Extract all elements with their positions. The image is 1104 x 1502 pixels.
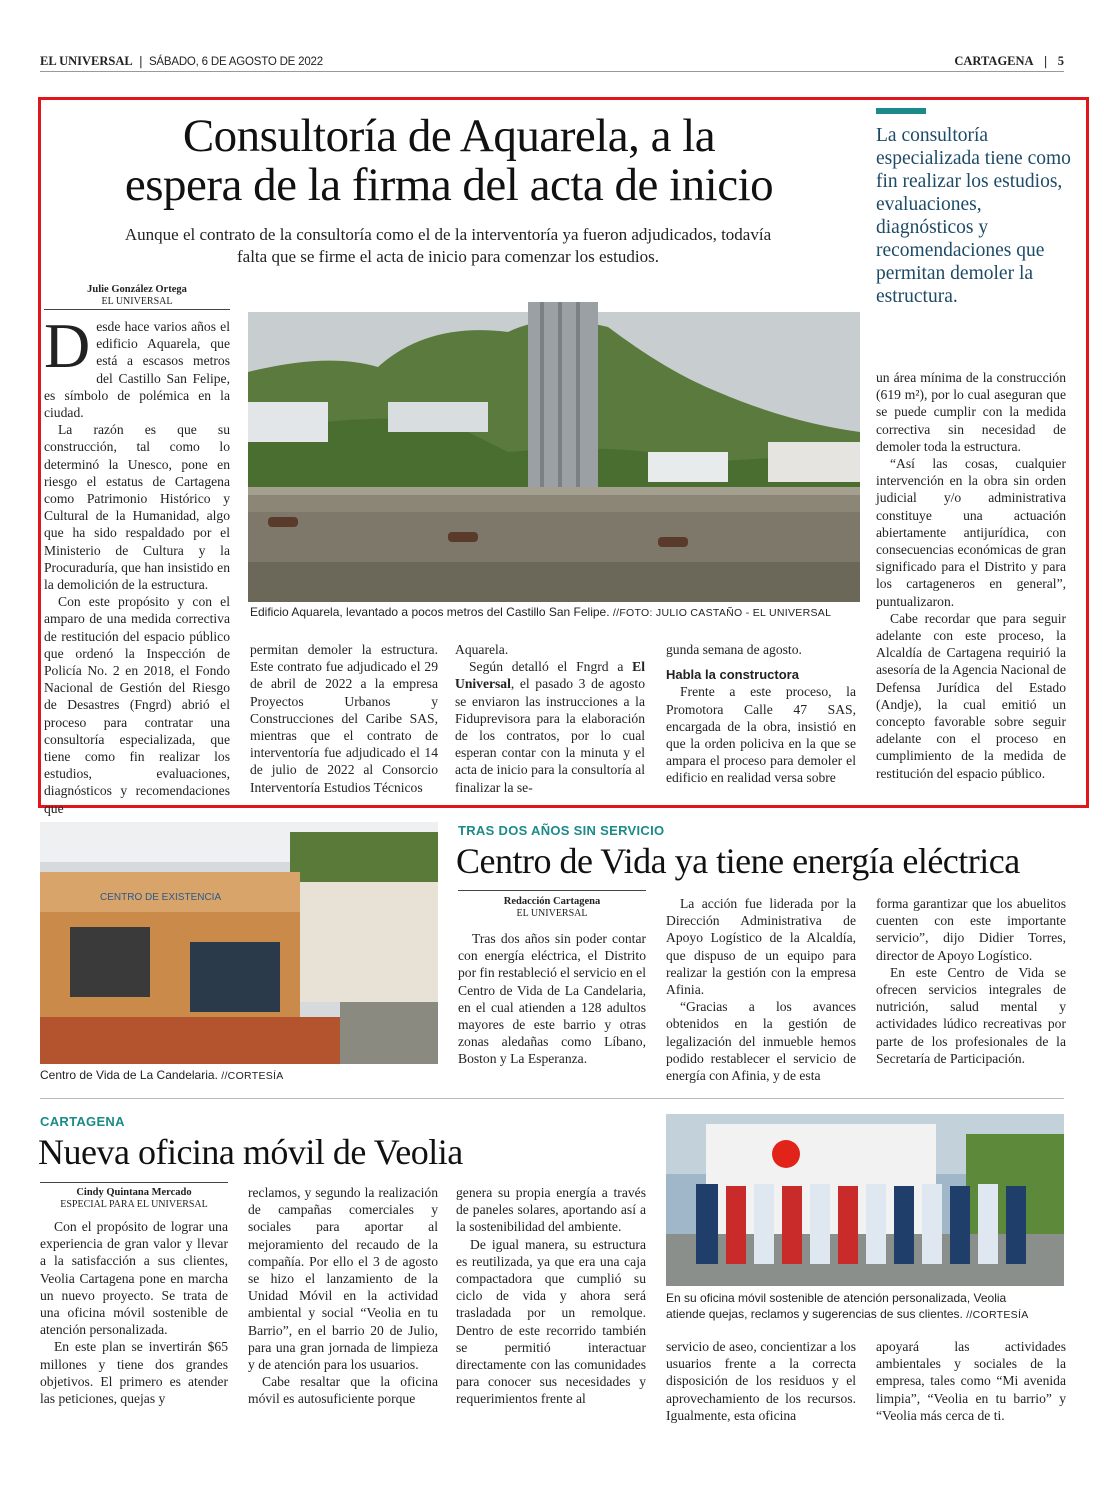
paragraph-4: permitan demoler la estructura. Este contrato fue adjudicado el 29 de abril de 2022 a la empresa Proyectos Urbanos y Construcciones del Caribe SAS, mientras que el contrato de interventoría fue adjudicado el 14 de julio de 2022 al Consorcio Interventoría Estudios Técnicos	[250, 642, 438, 795]
article3-byline	[40, 1187, 228, 1211]
article3-column-1	[40, 1218, 228, 1486]
centro-de-vida-photo-image	[40, 822, 438, 1064]
dropcap: D	[44, 310, 91, 381]
deck-line-2: falta que se firme el acta de inicio para comenzar los estudios.	[237, 247, 659, 267]
veolia-caption-line-2: atiende quejas, reclamos y sugerencias de sus clientes.	[666, 1307, 963, 1321]
article2-paragraph-1: Tras dos años sin poder contar con energía eléctrica, el Distrito por fin restableció el servicio en el Centro de Vida de La Candelaria, en el cual atienden a 128 adultos mayores de este barrio y otras zonas aledañas como Líbano, Boston y La Esperanza.	[458, 931, 646, 1067]
article3-byline-rule	[40, 1182, 228, 1183]
article3-paragraph-3b: De igual manera, su estructura es reutilizada, ya que era una caja compactadora que cumplió su ciclo de vida y ahora será trasladada por un remolque. Dentro de este recorrido también se permitió interactuar directamente con las comunidades para conocer sus necesidades y requerimientos frente al	[456, 1236, 646, 1407]
paragraph-1: esde hace varios años el edificio Aquarela, que está a escasos metros del Castillo San Felipe, es símbolo de polémica en la ciudad.	[44, 319, 230, 421]
header-rule	[40, 71, 1064, 72]
article3-column-4	[666, 1338, 856, 1486]
subhead: Habla la constructora	[666, 667, 799, 683]
veolia-caption	[666, 1290, 1064, 1323]
centro-caption-credit: //CORTESÍA	[221, 1070, 284, 1082]
article2-column-1	[458, 930, 646, 1088]
article3-headline: Nueva oficina móvil de Veolia	[38, 1132, 463, 1172]
article2-byline-rule	[458, 890, 646, 891]
paper-name: EL UNIVERSAL	[40, 54, 133, 68]
building-sign: CENTRO DE EXISTENCIA	[100, 892, 222, 903]
paragraph-7a: un área mínima de la construcción (619 m²), por lo cual aseguran que se puede cumplir con la medida correctiva sin necesidad de demoler toda la estructura.	[876, 370, 1066, 454]
page-number: 5	[1057, 54, 1064, 68]
paragraph-7c: Cabe recordar que para seguir adelante con este proceso, la Alcaldía de Cartagena requirió la asesoría de la Agencia Nacional de Defensa Jurídica del Estado (Andje), la cual emitió un concepto favorable sobre seguir adelante con el proceso en cumplimiento de la medida de restitución del espacio público.	[876, 610, 1066, 781]
paragraph-5b-bold: El Universal	[455, 659, 645, 692]
article1-deck	[50, 224, 846, 269]
article3-author: Cindy Quintana Mercado	[76, 1187, 192, 1198]
veolia-photo	[666, 1114, 1064, 1286]
headline-line-2: espera de la firma del acta de inicio	[124, 158, 774, 211]
article3-paragraph-5: apoyará las actividades ambientales y sociales de la empresa, tales como “Mi avenida limpia”, “Veolia en tu barrio” y “Veolia más cerca de ti.	[876, 1339, 1066, 1423]
deck-line-1: Aunque el contrato de la consultoría como el de la interventoría ya fueron adjudicados, todavía	[124, 225, 772, 244]
paragraph-6a: gunda semana de agosto.	[666, 642, 802, 657]
author-outlet: EL UNIVERSAL	[101, 296, 173, 308]
paragraph-3: Con este propósito y con el amparo de una medida correctiva de restitución del espacio público que ordenó la Inspección de Policía No. 2 en 2018, el Fondo Nacional de Gestión del Riesgo de Desastres (Fngrd) abrió el proceso para contratar una consultoría especializada, que tiene como fin realizar los estudios, evaluaciones, diagnósticos y recomendaciones que	[44, 594, 230, 816]
article1-column-3	[455, 641, 645, 797]
article2-kicker: TRAS DOS AÑOS SIN SERVICIO	[458, 823, 665, 838]
header-right: CARTAGENA | 5	[954, 53, 1064, 68]
section-divider	[40, 1098, 1064, 1099]
article2-column-2	[666, 895, 856, 1088]
article3-outlet: ESPECIAL PARA EL UNIVERSAL	[60, 1199, 208, 1211]
author-name: Julie González Ortega	[87, 284, 187, 295]
paragraph-5b-start: Según detalló el Fngrd a	[469, 659, 633, 675]
article1-column-1	[44, 310, 230, 816]
aquarela-caption-text: Edificio Aquarela, levantado a pocos metros del Castillo San Felipe.	[250, 605, 610, 619]
article1-column-4	[666, 641, 856, 797]
headline-line-1: Consultoría de Aquarela, a la	[182, 110, 716, 162]
article2-author: Redacción Cartagena	[503, 896, 601, 907]
article1-column-2	[250, 641, 438, 797]
article2-headline: Centro de Vida ya tiene energía eléctrica	[456, 841, 1020, 881]
paragraph-5b-end: , el pasado 3 de agosto se enviaron las instrucciones a la Fiduprevisora para la elaboración de los contratos, por lo cual esperan contar con la minuta y el acta de inicio para la consultoría al finalizar la se-	[455, 676, 645, 795]
article2-paragraph-3a: forma garantizar que los abuelitos cuenten con este importante servicio”, dijo Didier Torres, director de Apoyo Logístico.	[876, 896, 1066, 963]
centro-de-vida-photo	[40, 822, 438, 1064]
paragraph-2: La razón es que su construcción, tal como lo determinó la Unesco, pone en riesgo el estatus de Cartagena como Patrimonio Histórico y Cultural de la Humanidad, algo que ha sido respaldado por el Ministerio de Cultura y la Procuraduría, que han insistido en la demolición de la estructura.	[44, 422, 230, 593]
article1-byline	[44, 284, 230, 308]
article3-paragraph-2b: Cabe resaltar que la oficina móvil es autosuficiente porque	[248, 1374, 438, 1407]
pullquote: La consultoría especializada tiene como fin realizar los estudios, evaluaciones, diagnósticos y recomendaciones que permitan demoler la estructura.	[876, 125, 1071, 307]
article1-column-5	[876, 369, 1066, 797]
article3-column-3	[456, 1184, 646, 1486]
aquarela-caption	[250, 605, 860, 619]
centro-de-vida-caption	[40, 1068, 438, 1082]
article2-paragraph-2b: “Gracias a los avances obtenidos en la gestión de legalización del inmueble hemos podido restablecer el servicio de energía con Afinia, y de esta	[666, 999, 856, 1084]
page-header	[40, 52, 1064, 70]
header-left: EL UNIVERSAL | SÁBADO, 6 DE AGOSTO DE 2022	[40, 53, 323, 68]
article3-kicker: CARTAGENA	[40, 1114, 125, 1129]
article3-paragraph-4: servicio de aseo, concientizar a los usuarios frente a la correcta disposición de los residuos y el aprovechamiento de los recursos. Igualmente, esta oficina	[666, 1339, 856, 1423]
aquarela-photo-image	[248, 312, 860, 602]
centro-caption-text: Centro de Vida de La Candelaria.	[40, 1068, 218, 1082]
article2-paragraph-2a: La acción fue liderada por la Dirección Administrativa de Apoyo Logístico de la Alcaldía, que dispuso de un equipo para realizar la gestión con la empresa Afinia.	[666, 896, 856, 998]
article2-byline	[458, 896, 646, 920]
article3-column-5	[876, 1338, 1066, 1486]
pullquote-accent-bar	[876, 108, 926, 114]
paragraph-6b: Frente a este proceso, la Promotora Calle 47 SAS, encargada de la obra, insistió en que la orden policiva en la que se ampara el proceso para demoler el edificio en realidad versa sobre	[666, 684, 856, 786]
aquarela-caption-credit: //FOTO: JULIO CASTAÑO - EL UNIVERSAL	[612, 607, 832, 619]
paragraph-5a: Aquarela.	[455, 642, 509, 657]
veolia-photo-image	[666, 1114, 1064, 1286]
article3-paragraph-3a: genera su propia energía a través de paneles solares, aportando así a la sostenibilidad del ambiente.	[456, 1185, 646, 1235]
issue-date: SÁBADO, 6 DE AGOSTO DE 2022	[148, 56, 323, 68]
article1-headline	[44, 112, 854, 210]
article3-paragraph-1b: En este plan se invertirán $65 millones y tiene dos grandes objetivos. El primero es atender las peticiones, quejas y	[40, 1339, 228, 1407]
aquarela-photo	[248, 312, 860, 602]
paragraph-7b: “Así las cosas, cualquier intervención en la obra sin orden judicial y/o administrativa constituye una actuación abiertamente antijurídica, con consecuencias económicas de gran significado para el Distrito y para los cartageneros en general”, puntualizaron.	[876, 456, 1066, 609]
article3-paragraph-2a: reclamos, y segundo la realización de campañas comerciales y sociales para aportar al mejoramiento del recaudo de la compañía. Por ello el 3 de agosto se hizo el lanzamiento de la Unidad Móvil en la actividad ambiental y social “Veolia en tu Barrio”, en el barrio 20 de Julio, para una gran jornada de limpieza y de atención para los usuarios.	[248, 1185, 438, 1373]
article2-outlet: EL UNIVERSAL	[516, 908, 588, 920]
veolia-caption-credit: //CORTESÍA	[966, 1309, 1029, 1321]
article3-column-2	[248, 1184, 438, 1486]
article2-column-3	[876, 895, 1066, 1088]
veolia-caption-line-1: En su oficina móvil sostenible de atención personalizada, Veolia	[666, 1291, 1007, 1305]
article2-paragraph-3b: En este Centro de Vida se ofrecen servicios integrales de nutrición, salud mental y actividades lúdico recreativas por parte de los profesionales de la Secretaría de Participación.	[876, 964, 1066, 1066]
article3-paragraph-1a: Con el propósito de lograr una experiencia de gran valor y llevar a la satisfacción a sus clientes, Veolia Cartagena pone en marcha un nuevo proyecto. Se trata de una oficina móvil sostenible de atención personalizada.	[40, 1219, 228, 1338]
section-name: CARTAGENA	[954, 54, 1034, 68]
